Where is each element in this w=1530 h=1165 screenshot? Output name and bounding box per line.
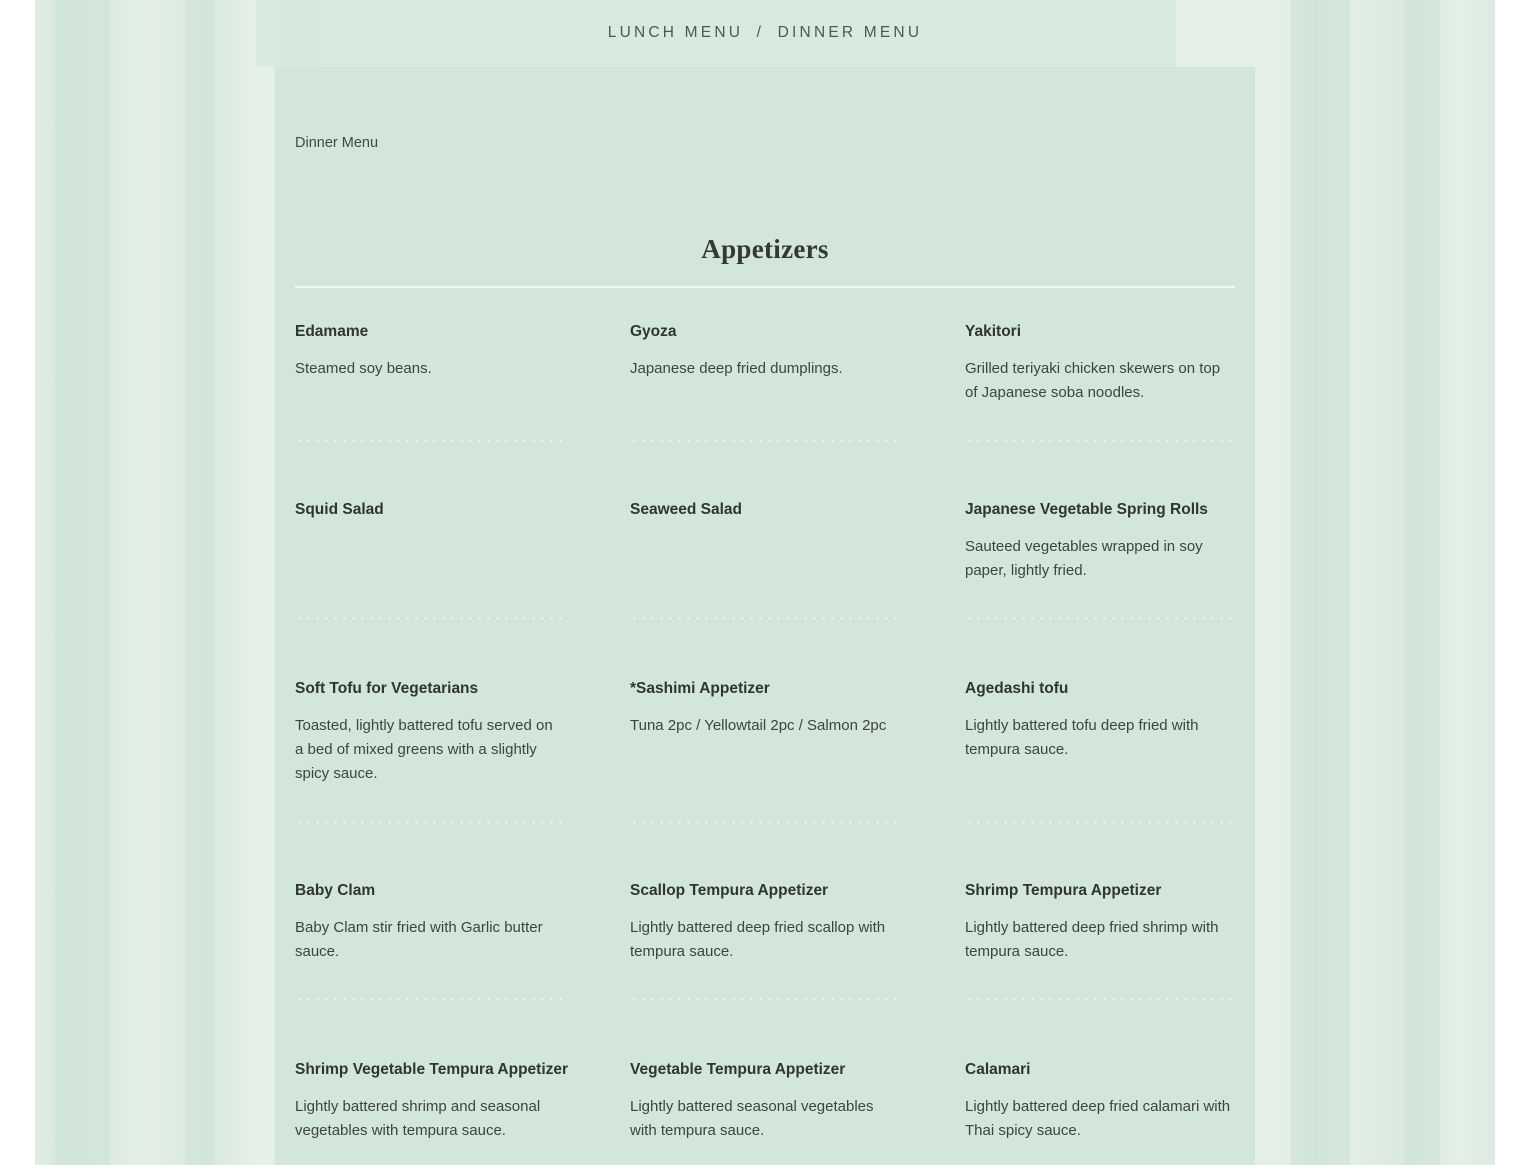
item-description: Tuna 2pc / Yellowtail 2pc / Salmon 2pc [630, 717, 887, 734]
item-description: Lightly battered deep fried shrimp with tempura sauce. [965, 919, 1219, 960]
menu-item [295, 500, 565, 535]
item-divider [295, 439, 565, 442]
tab-dinner-menu[interactable]: DINNER MENU [777, 24, 923, 41]
menu-item [965, 1060, 1235, 1143]
item-name: Japanese Vegetable Spring Rolls [965, 501, 1208, 518]
item-divider [295, 821, 565, 824]
background-texture [55, 0, 110, 1165]
item-divider [630, 439, 900, 442]
menu-item [965, 500, 1235, 583]
menu-item [295, 322, 565, 381]
background-texture [185, 0, 215, 1165]
menu-item [630, 1060, 900, 1143]
item-description: Japanese deep fried dumplings. [630, 360, 843, 377]
menu-item [630, 881, 900, 964]
item-description: Baby Clam stir fried with Garlic butter sauce. [295, 919, 543, 960]
menu-item [965, 881, 1235, 964]
menu-name: Dinner Menu [295, 135, 379, 151]
item-divider [965, 617, 1235, 620]
item-name: Scallop Tempura Appetizer [630, 882, 829, 899]
item-name: Yakitori [965, 323, 1021, 340]
item-divider [965, 998, 1235, 1001]
item-name: Edamame [295, 323, 369, 340]
menu-item [295, 1060, 569, 1143]
item-name: Gyoza [630, 323, 677, 340]
item-description: Lightly battered deep fried scallop with tempura sauce. [630, 919, 886, 960]
item-name: Soft Tofu for Vegetarians [295, 680, 479, 697]
section-title: Appetizers [701, 234, 829, 264]
item-divider [965, 821, 1235, 824]
item-name: Shrimp Vegetable Tempura Appetizer [295, 1061, 569, 1078]
tab-separator: / [756, 24, 765, 41]
item-name: Vegetable Tempura Appetizer [630, 1061, 846, 1078]
item-name: Seaweed Salad [630, 501, 743, 518]
item-description: Grilled teriyaki chicken skewers on top of Japanese soba noodles. [965, 360, 1221, 401]
item-name: Shrimp Tempura Appetizer [965, 882, 1162, 899]
item-divider [630, 821, 900, 824]
item-name: Agedashi tofu [965, 680, 1069, 697]
background-texture [1405, 0, 1440, 1165]
tab-lunch-menu[interactable]: LUNCH MENU [607, 24, 744, 41]
item-description: Lightly battered shrimp and seasonal vegetables with tempura sauce. [295, 1098, 541, 1139]
background-texture [1290, 0, 1350, 1165]
item-name: Squid Salad [295, 501, 384, 518]
menu-item [965, 679, 1235, 762]
item-description: Lightly battered tofu deep fried with tempura sauce. [965, 717, 1199, 758]
menu-item [965, 322, 1235, 405]
menu-item [630, 679, 900, 738]
item-divider [630, 998, 900, 1001]
item-name: Calamari [965, 1061, 1031, 1078]
item-divider [630, 617, 900, 620]
item-description: Steamed soy beans. [295, 360, 432, 377]
menu-tab-bar [0, 24, 1530, 42]
menu-item [630, 500, 900, 535]
item-name: Baby Clam [295, 882, 376, 899]
item-description: Lightly battered deep fried calamari with Thai spicy sauce. [965, 1098, 1231, 1139]
section-divider [295, 286, 1235, 288]
item-description: Lightly battered seasonal vegetables with tempura sauce. [630, 1098, 874, 1139]
item-divider [295, 998, 565, 1001]
item-description: Sauteed vegetables wrapped in soy paper, lightly fried. [965, 538, 1203, 579]
menu-item [295, 881, 565, 964]
item-name: *Sashimi Appetizer [630, 680, 770, 697]
menu-item [630, 322, 900, 381]
item-divider [295, 617, 565, 620]
item-description: Toasted, lightly battered tofu served on a bed of mixed greens with a slightly spicy sauce. [295, 717, 553, 782]
item-divider [965, 439, 1235, 442]
menu-item [295, 679, 565, 786]
